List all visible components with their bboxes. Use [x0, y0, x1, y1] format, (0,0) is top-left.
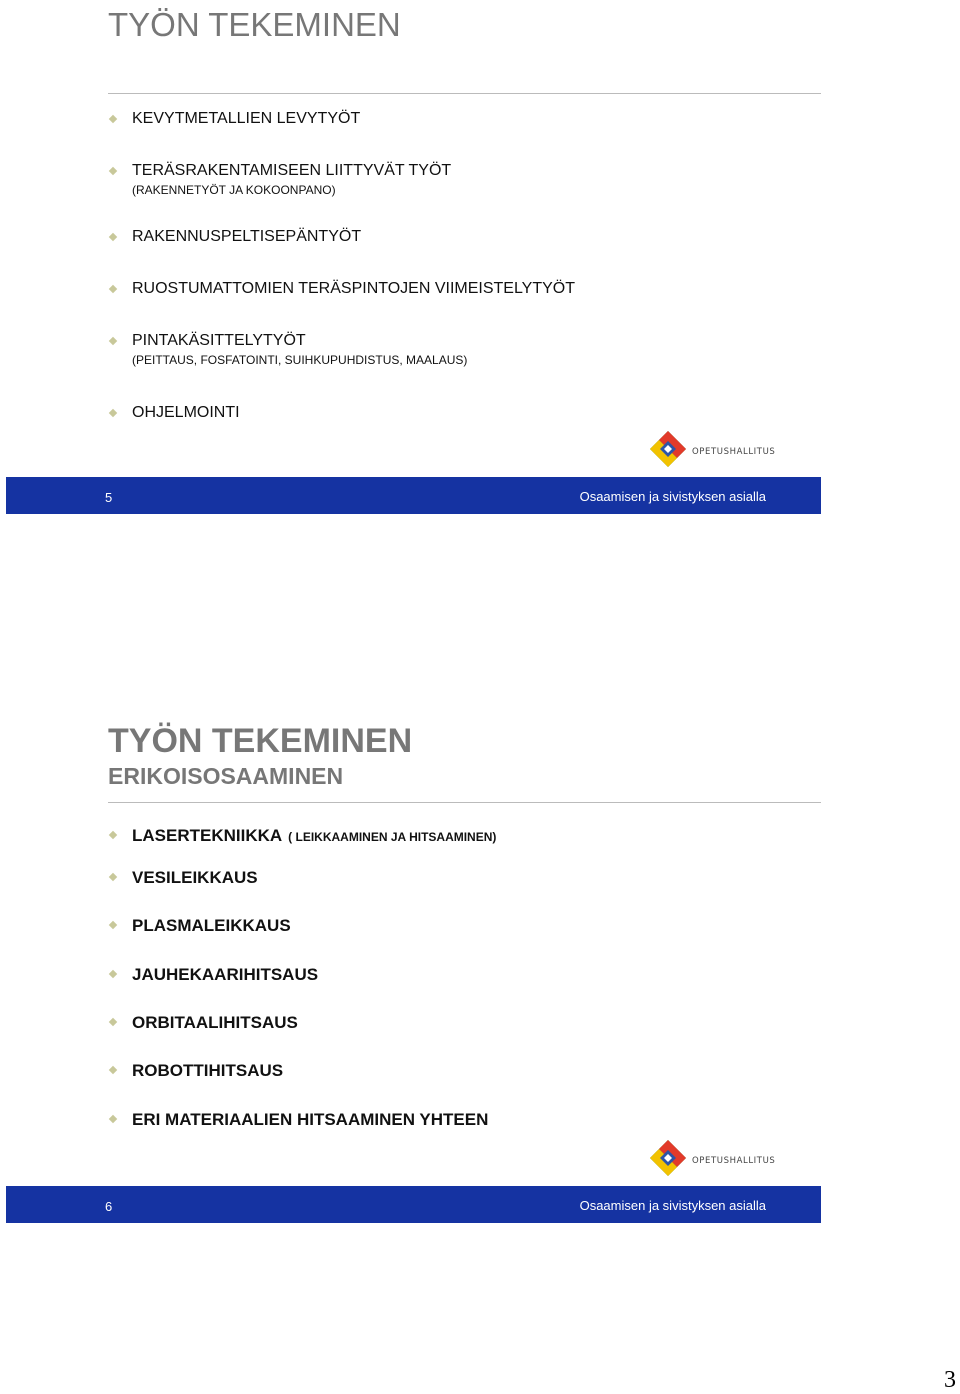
- list-item-text: RUOSTUMATTOMIEN TERÄSPINTOJEN VIIMEISTELYTYÖT: [132, 280, 576, 297]
- diamond-bullet-icon: [109, 831, 117, 839]
- opetushallitus-logo: [648, 1138, 778, 1180]
- slide-footer: [6, 477, 821, 514]
- diamond-bullet-icon: [109, 233, 117, 241]
- slide-5: [0, 0, 960, 520]
- slide-6: [0, 710, 960, 1230]
- list-item-text: ORBITAALIHITSAUS: [132, 1013, 298, 1032]
- logo-text: OPETUSHALLITUS: [692, 1156, 776, 1166]
- logo-text: OPETUSHALLITUS: [692, 447, 776, 457]
- slide-number: 5: [105, 490, 113, 505]
- diamond-bullet-icon: [109, 1066, 117, 1074]
- list-item-text: ROBOTTIHITSAUS: [132, 1061, 284, 1080]
- list-item-subtext: (RAKENNETYÖT JA KOKOONPANO): [132, 183, 336, 197]
- diamond-bullet-icon: [109, 1018, 117, 1026]
- opetushallitus-logo: [648, 429, 778, 471]
- list-item-subtext: (PEITTAUS, FOSFATOINTI, SUIHKUPUHDISTUS, MAALAUS): [132, 353, 468, 367]
- list-item-text: PINTAKÄSITTELYTYÖT: [132, 332, 306, 349]
- title-divider: [108, 802, 821, 803]
- list-item-text: RAKENNUSPELTISEPÄNTYÖT: [132, 228, 362, 245]
- slide-number: 6: [105, 1199, 113, 1214]
- slide-title: TYÖN TEKEMINEN: [108, 6, 401, 43]
- slide-footer: [6, 1186, 821, 1223]
- slide-title: TYÖN TEKEMINEN: [108, 722, 413, 760]
- list-item-text: ERI MATERIAALIEN HITSAAMINEN YHTEEN: [132, 1110, 489, 1129]
- list-item-text: KEVYTMETALLIEN LEVYTYÖT: [132, 110, 361, 127]
- diamond-bullet-icon: [109, 873, 117, 881]
- footer-tagline: Osaamisen ja sivistyksen asialla: [579, 1198, 766, 1213]
- diamond-bullet-icon: [109, 285, 117, 293]
- list-item-text: LASERTEKNIIKKA ( LEIKKAAMINEN JA HITSAAMINEN): [132, 826, 497, 845]
- diamond-bullet-icon: [109, 167, 117, 175]
- sheet-page-number: 3: [944, 1367, 956, 1393]
- footer-tagline: Osaamisen ja sivistyksen asialla: [579, 489, 766, 504]
- list-item-text: OHJELMOINTI: [132, 404, 240, 421]
- list-item-text: PLASMALEIKKAUS: [132, 916, 291, 935]
- list-item-note: ( LEIKKAAMINEN JA HITSAAMINEN): [288, 830, 497, 844]
- slide-subtitle: ERIKOISOSAAMINEN: [108, 763, 344, 789]
- diamond-bullet-icon: [109, 1115, 117, 1123]
- title-divider: [108, 93, 821, 94]
- list-item-text: VESILEIKKAUS: [132, 868, 258, 887]
- list-item-text: JAUHEKAARIHITSAUS: [132, 965, 319, 984]
- list-item-text: TERÄSRAKENTAMISEEN LIITTYVÄT TYÖT: [132, 162, 452, 179]
- diamond-bullet-icon: [109, 921, 117, 929]
- diamond-bullet-icon: [109, 409, 117, 417]
- diamond-bullet-icon: [109, 115, 117, 123]
- diamond-bullet-icon: [109, 970, 117, 978]
- diamond-bullet-icon: [109, 337, 117, 345]
